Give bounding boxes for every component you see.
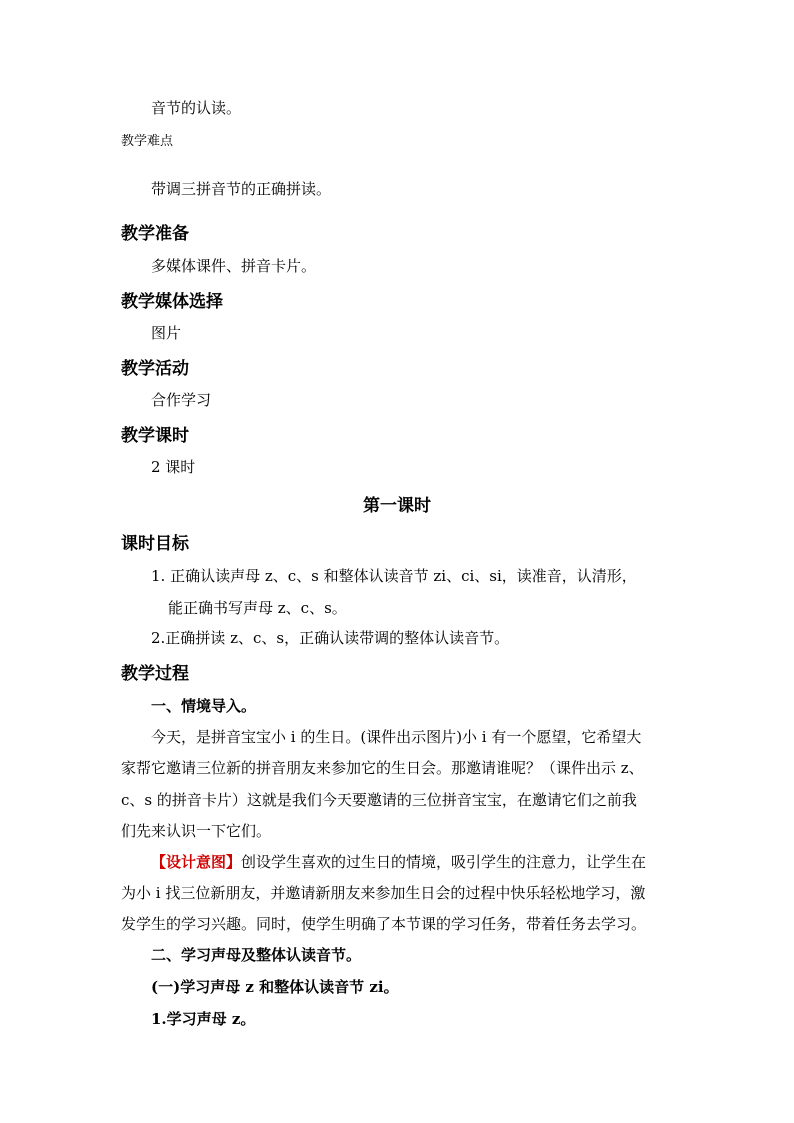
section-heading: 教学课时	[121, 426, 189, 446]
paragraph-line: 为小 i 找三位新朋友，并邀请新朋友来参加生日会的过程中快乐轻松地学习，激	[121, 884, 646, 902]
subsection-heading: 1.学习声母 z。	[151, 1010, 256, 1028]
paragraph-line: 家帮它邀请三位新的拼音朋友来参加它的生日会。那邀请谁呢？（课件出示 z、	[121, 759, 644, 777]
design-intent-line	[151, 851, 646, 872]
paragraph-line: 发学生的学习兴趣。同时，使学生明确了本节课的学习任务，带着任务去学习。	[121, 915, 647, 933]
subsection-heading: 二、学习声母及整体认读音节。	[151, 946, 362, 964]
list-item: 2.正确拼读 z、c、s，正确认读带调的整体认读音节。	[151, 629, 510, 647]
design-intent-text: 创设学生喜欢的过生日的情境，吸引学生的注意力，让学生在	[241, 853, 647, 871]
section-heading: 课时目标	[121, 534, 189, 554]
text-line: 合作学习	[151, 391, 212, 409]
paragraph-line: 们先来认识一下它们。	[121, 822, 272, 840]
section-heading: 教学活动	[121, 359, 189, 379]
section-heading: 教学媒体选择	[121, 292, 223, 312]
text-line: 音节的认读。	[151, 99, 242, 117]
section-heading: 教学过程	[121, 664, 189, 684]
text-line: 图片	[151, 324, 182, 342]
subsection-heading: (一)学习声母 z 和整体认读音节 zi。	[151, 978, 399, 996]
text-line: 带调三拼音节的正确拼读。	[151, 180, 332, 198]
design-intent-label: 【设计意图】	[151, 853, 242, 871]
section-heading: 教学准备	[121, 224, 189, 244]
list-item: 1. 正确认读声母 z、c、s 和整体认读音节 zi、ci、si，读准音，认清形，	[151, 567, 637, 585]
list-item-continuation: 能正确书写声母 z、c、s。	[168, 599, 347, 617]
page-title: 第一课时	[363, 496, 431, 516]
paragraph-line: 今天，是拼音宝宝小 i 的生日。(课件出示图片)小 i 有一个愿望，它希望大	[151, 728, 642, 746]
text-line: 多媒体课件、拼音卡片。	[151, 257, 317, 275]
subsection-heading: 一、情境导入。	[151, 697, 257, 715]
section-label: 教学难点	[121, 134, 174, 149]
paragraph-line: c、s 的拼音卡片）这就是我们今天要邀请的三位拼音宝宝，在邀请它们之前我	[121, 791, 637, 809]
text-line: 2 课时	[151, 458, 196, 476]
